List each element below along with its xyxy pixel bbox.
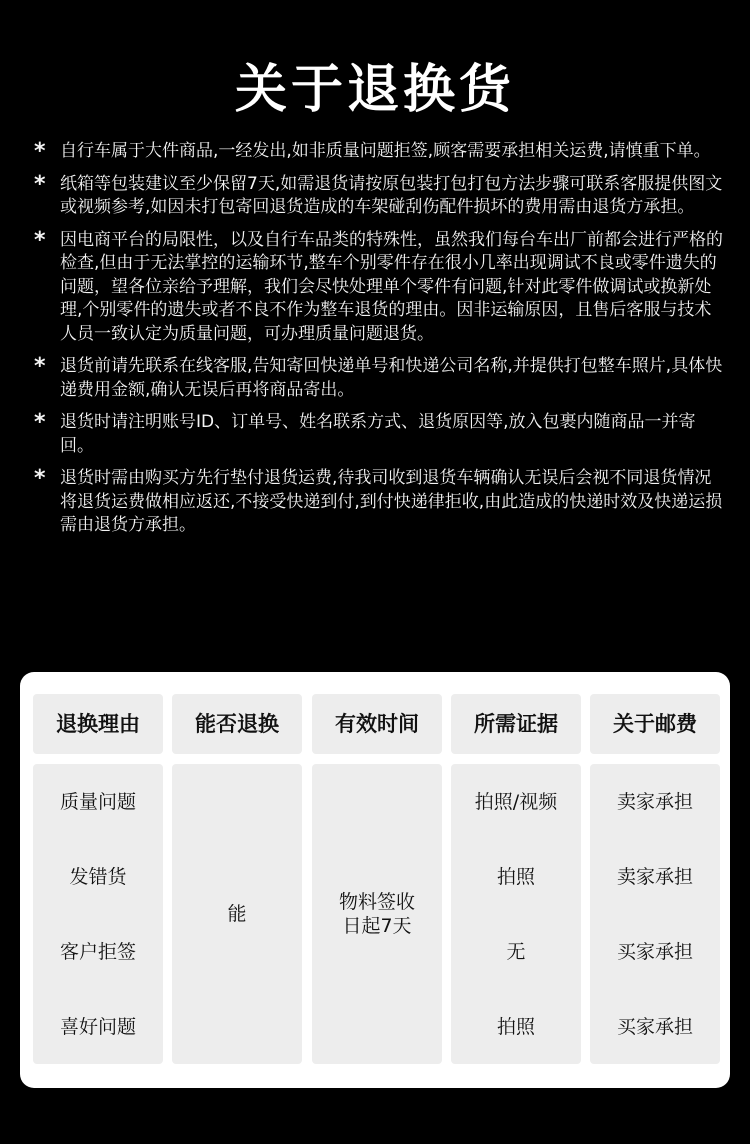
- header-postage: 关于邮费: [590, 694, 720, 754]
- reason-quality: 质量问题: [59, 791, 136, 813]
- evidence-value: 无: [506, 941, 526, 963]
- column-postage: [590, 764, 720, 1064]
- asterisk-marker: *: [34, 354, 46, 379]
- column-return-reason: [33, 764, 163, 1064]
- reason-wrong-item: 发错货: [69, 866, 127, 888]
- header-return-reason: 退换理由: [33, 694, 163, 754]
- note-item: [34, 355, 724, 402]
- note-text: 纸箱等包装建议至少保留7天,如需退货请按原包装打包打包方法步骤可联系客服提供图文或视频参考,如因未打包寄回退货造成的车架碰刮伤配件损坏的费用需由退货方承担。: [60, 173, 723, 217]
- header-valid-time: 有效时间: [312, 694, 442, 754]
- return-policy-table: [20, 672, 730, 1088]
- postage-value: 卖家承担: [616, 791, 693, 813]
- asterisk-marker: *: [34, 227, 46, 253]
- note-item: [34, 229, 724, 347]
- header-returnable: 能否退换: [172, 694, 302, 754]
- asterisk-marker: *: [34, 139, 46, 164]
- postage-value: 卖家承担: [616, 866, 693, 888]
- note-item: [34, 173, 724, 220]
- note-item: [34, 411, 724, 458]
- reason-refused: 客户拒签: [59, 941, 136, 963]
- asterisk-marker: *: [34, 171, 46, 197]
- page-title: 关于退换货: [234, 60, 515, 120]
- column-returnable: [172, 764, 302, 1064]
- note-item: [34, 467, 724, 538]
- return-notes: [34, 140, 724, 538]
- note-text: 自行车属于大件商品,一经发出,如非质量问题拒签,顾客需要承担相关运费,请慎重下单。: [60, 141, 711, 161]
- evidence-value: 拍照: [496, 866, 535, 888]
- evidence-value: 拍照: [496, 1016, 535, 1038]
- note-text: 退货时请注明账号ID、订单号、姓名联系方式、退货原因等,放入包裹内随商品一并寄回。: [60, 412, 696, 456]
- evidence-value: 拍照/视频: [474, 791, 558, 813]
- header-evidence: 所需证据: [451, 694, 581, 754]
- note-item: [34, 140, 724, 164]
- note-text: 退货前请先联系在线客服,告知寄回快递单号和快递公司名称,并提供打包整车照片,具体快递费用金额,确认无误后再将商品寄出。: [60, 356, 723, 400]
- postage-value: 买家承担: [616, 1016, 693, 1038]
- column-valid-time: [312, 764, 442, 1064]
- asterisk-marker: *: [34, 410, 46, 435]
- asterisk-marker: *: [34, 466, 46, 491]
- reason-preference: 喜好问题: [59, 1016, 136, 1038]
- note-text: 退货时需由购买方先行垫付退货运费,待我司收到退货车辆确认无误后会视不同退货情况将退货运费做相应返还,不接受快递到付,到付快递律拒收,由此造成的快递时效及快递运损需由退货方承担。: [60, 468, 723, 535]
- valid-time-value: [312, 890, 442, 938]
- valid-time-line: 日起7天: [342, 915, 412, 937]
- note-text: 因电商平台的局限性，以及自行车品类的特殊性，虽然我们每台车出厂前都会进行严格的检查,但由于无法掌控的运输环节,整车个别零件存在很小几率出现调试不良或零件遗失的问题，望各位亲给予理解，我们会尽快处理单个零件有问题,针对此零件做调试或换新处理,个别零件的遗失或者不良不作为整车退货的理由。因非运输原因，且售后客服与技术人员一致认定为质量问题，可办理质量问题退货。: [60, 229, 723, 344]
- column-evidence: [451, 764, 581, 1064]
- returnable-value: 能: [227, 903, 247, 925]
- valid-time-line: 物料签收: [338, 891, 415, 913]
- postage-value: 买家承担: [616, 941, 693, 963]
